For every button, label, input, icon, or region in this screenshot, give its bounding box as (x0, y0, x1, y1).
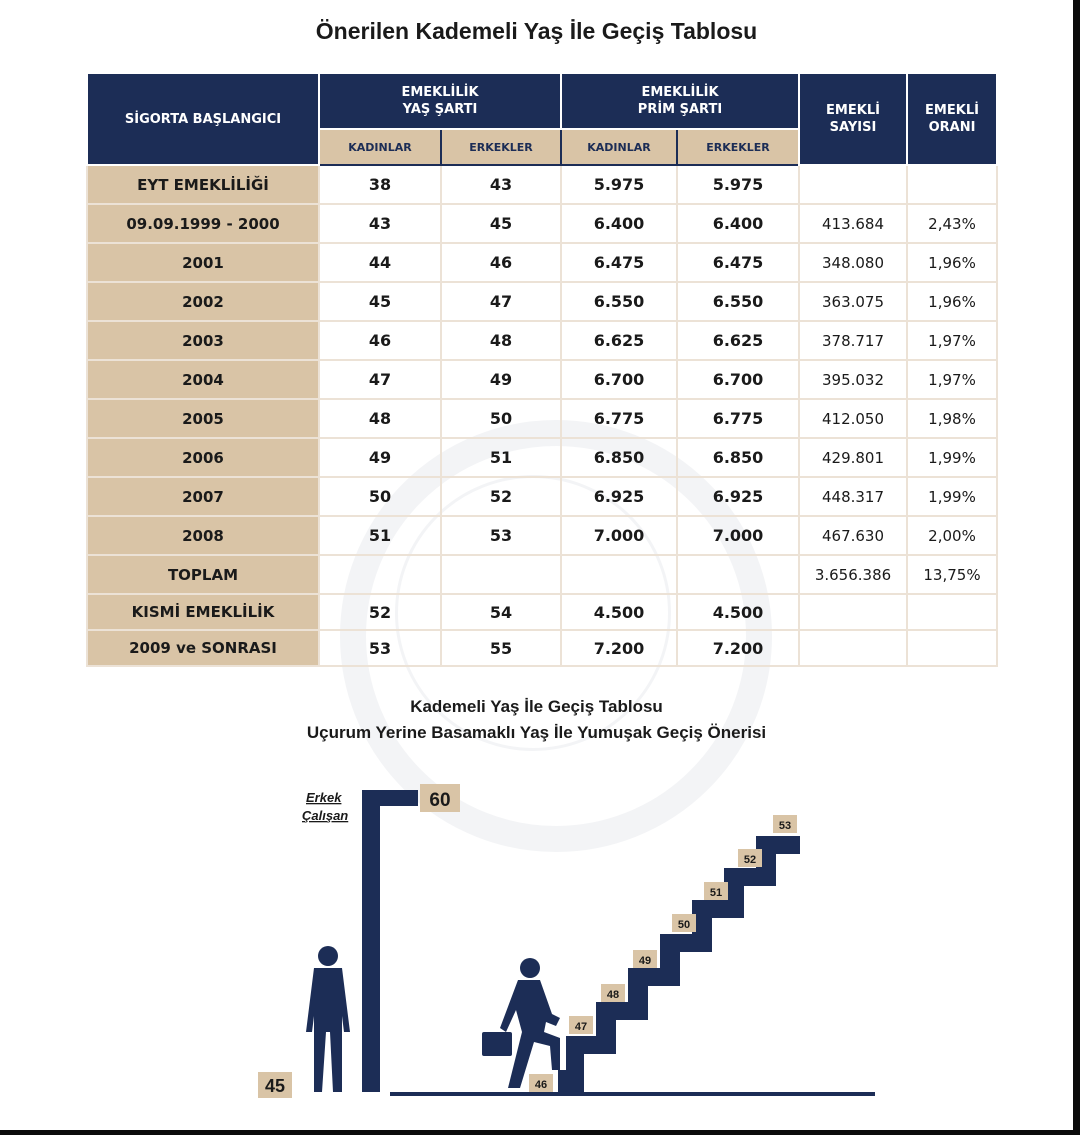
cell-yas-kadin: 50 (319, 477, 441, 516)
calisan-label: Çalışan (302, 808, 349, 823)
row-label: 2004 (87, 360, 319, 399)
figure-title: Kademeli Yaş İle Geçiş Tablosu (410, 697, 663, 716)
cell-yas-kadin: 49 (319, 438, 441, 477)
row-label: 2003 (87, 321, 319, 360)
cell-oran: 2,43% (907, 204, 997, 243)
cell-prim-kadin: 6.925 (561, 477, 677, 516)
cell-prim-erkek: 5.975 (677, 165, 799, 204)
table-row (87, 321, 997, 360)
cell-yas-kadin: 44 (319, 243, 441, 282)
cell-prim-kadin: 6.850 (561, 438, 677, 477)
cell-prim-kadin: 6.625 (561, 321, 677, 360)
cell-prim-erkek: 6.400 (677, 204, 799, 243)
header-prim-sarti: EMEKLİLİK PRİM ŞARTI (561, 73, 799, 129)
header-emekli-orani: EMEKLİ ORANI (907, 73, 997, 165)
cell-yas-erkek: 49 (441, 360, 561, 399)
cell-sayi (799, 630, 907, 666)
cell-prim-erkek: 6.700 (677, 360, 799, 399)
table-row (87, 630, 997, 666)
cell-yas-kadin: 43 (319, 204, 441, 243)
cell-oran (907, 165, 997, 204)
cell-sayi (799, 165, 907, 204)
cell-sayi: 429.801 (799, 438, 907, 477)
cell-oran: 13,75% (907, 555, 997, 594)
step-label: 47 (574, 1021, 588, 1033)
cell-prim-kadin: 6.775 (561, 399, 677, 438)
header-emekli-sayisi: EMEKLİ SAYISI (799, 73, 907, 165)
page-title: Önerilen Kademeli Yaş İle Geçiş Tablosu (315, 18, 758, 44)
cell-yas-kadin: 48 (319, 399, 441, 438)
cell-sayi: 348.080 (799, 243, 907, 282)
table-row (87, 165, 997, 204)
cell-sayi: 413.684 (799, 204, 907, 243)
cell-oran: 1,99% (907, 477, 997, 516)
cell-prim-erkek: 6.850 (677, 438, 799, 477)
cell-yas-erkek (441, 555, 561, 594)
subheader-erkekler: ERKEKLER (677, 129, 799, 165)
cell-prim-erkek: 7.200 (677, 630, 799, 666)
row-label: KISMİ EMEKLİLİK (87, 594, 319, 630)
header-sigorta: SİGORTA BAŞLANGICI (87, 73, 319, 165)
cell-yas-erkek: 47 (441, 282, 561, 321)
erkek-label: Erkek (306, 790, 342, 805)
cell-prim-erkek: 6.775 (677, 399, 799, 438)
cell-yas-kadin: 45 (319, 282, 441, 321)
subheader-kadinlar: KADINLAR (561, 129, 677, 165)
table-row (87, 243, 997, 282)
cell-yas-erkek: 53 (441, 516, 561, 555)
cell-sayi: 412.050 (799, 399, 907, 438)
cell-prim-erkek: 6.625 (677, 321, 799, 360)
cell-prim-kadin: 6.475 (561, 243, 677, 282)
row-label: 2009 ve SONRASI (87, 630, 319, 666)
row-label: 2008 (87, 516, 319, 555)
step-label: 52 (743, 854, 757, 866)
cell-prim-kadin: 6.400 (561, 204, 677, 243)
cell-sayi: 378.717 (799, 321, 907, 360)
cell-prim-kadin: 4.500 (561, 594, 677, 630)
cell-oran: 1,99% (907, 438, 997, 477)
cell-sayi: 3.656.386 (799, 555, 907, 594)
table-row (87, 282, 997, 321)
table-row (87, 438, 997, 477)
cell-yas-erkek: 54 (441, 594, 561, 630)
standing-man-icon (306, 946, 350, 1092)
cell-prim-erkek (677, 555, 799, 594)
cell-prim-erkek: 7.000 (677, 516, 799, 555)
cell-yas-erkek: 46 (441, 243, 561, 282)
cell-yas-erkek: 51 (441, 438, 561, 477)
cell-yas-kadin: 53 (319, 630, 441, 666)
cell-yas-erkek: 55 (441, 630, 561, 666)
step-label: 48 (606, 989, 620, 1001)
cell-yas-kadin: 51 (319, 516, 441, 555)
cell-yas-kadin: 38 (319, 165, 441, 204)
cell-prim-erkek: 6.550 (677, 282, 799, 321)
cell-oran: 1,96% (907, 243, 997, 282)
cell-sayi: 395.032 (799, 360, 907, 399)
cell-sayi: 467.630 (799, 516, 907, 555)
cell-oran: 1,97% (907, 360, 997, 399)
cell-yas-erkek: 50 (441, 399, 561, 438)
cliff-top-label: 60 (429, 790, 451, 811)
cell-sayi: 448.317 (799, 477, 907, 516)
cell-oran (907, 594, 997, 630)
cell-yas-erkek: 45 (441, 204, 561, 243)
cell-prim-erkek: 6.475 (677, 243, 799, 282)
table-row (87, 594, 997, 630)
row-label: 2005 (87, 399, 319, 438)
transition-table (86, 72, 998, 667)
cell-yas-kadin: 46 (319, 321, 441, 360)
header-yas-sarti: EMEKLİLİK YAŞ ŞARTI (319, 73, 561, 129)
step-label: 46 (534, 1079, 548, 1091)
subheader-erkekler: ERKEKLER (441, 129, 561, 165)
cell-oran: 1,97% (907, 321, 997, 360)
cell-sayi (799, 594, 907, 630)
cell-yas-kadin: 47 (319, 360, 441, 399)
table-row (87, 477, 997, 516)
row-label: 2001 (87, 243, 319, 282)
cell-oran (907, 630, 997, 666)
cell-prim-kadin: 6.700 (561, 360, 677, 399)
cell-prim-erkek: 4.500 (677, 594, 799, 630)
row-label: 09.09.1999 - 2000 (87, 204, 319, 243)
cell-prim-kadin (561, 555, 677, 594)
table-row (87, 360, 997, 399)
subheader-kadinlar: KADINLAR (319, 129, 441, 165)
cell-yas-erkek: 52 (441, 477, 561, 516)
step-label: 49 (638, 955, 652, 967)
cell-prim-kadin: 7.200 (561, 630, 677, 666)
ground-line (390, 1092, 875, 1096)
cell-prim-kadin: 6.550 (561, 282, 677, 321)
cell-yas-erkek: 48 (441, 321, 561, 360)
cell-yas-kadin (319, 555, 441, 594)
row-label: EYT EMEKLİLİĞİ (87, 165, 319, 204)
row-label: TOPLAM (87, 555, 319, 594)
table-row (87, 516, 997, 555)
stairs-illustration (0, 770, 1073, 1120)
cell-oran: 2,00% (907, 516, 997, 555)
cell-prim-kadin: 5.975 (561, 165, 677, 204)
cliff-wall (362, 790, 418, 1092)
cell-sayi: 363.075 (799, 282, 907, 321)
cliff-bottom-label: 45 (264, 1076, 286, 1096)
cell-prim-kadin: 7.000 (561, 516, 677, 555)
table-row (87, 399, 997, 438)
cell-prim-erkek: 6.925 (677, 477, 799, 516)
cell-yas-kadin: 52 (319, 594, 441, 630)
row-label: 2002 (87, 282, 319, 321)
row-label: 2007 (87, 477, 319, 516)
climbing-man-icon (482, 958, 560, 1088)
cell-oran: 1,96% (907, 282, 997, 321)
figure-subtitle: Uçurum Yerine Basamaklı Yaş İle Yumuşak Geçiş Önerisi (306, 723, 767, 742)
staircase (558, 836, 800, 1092)
table-row-total (87, 555, 997, 594)
cell-yas-erkek: 43 (441, 165, 561, 204)
step-label: 50 (677, 919, 691, 931)
cell-oran: 1,98% (907, 399, 997, 438)
row-label: 2006 (87, 438, 319, 477)
table-row (87, 204, 997, 243)
step-label: 51 (709, 887, 723, 899)
step-label: 53 (778, 820, 792, 832)
